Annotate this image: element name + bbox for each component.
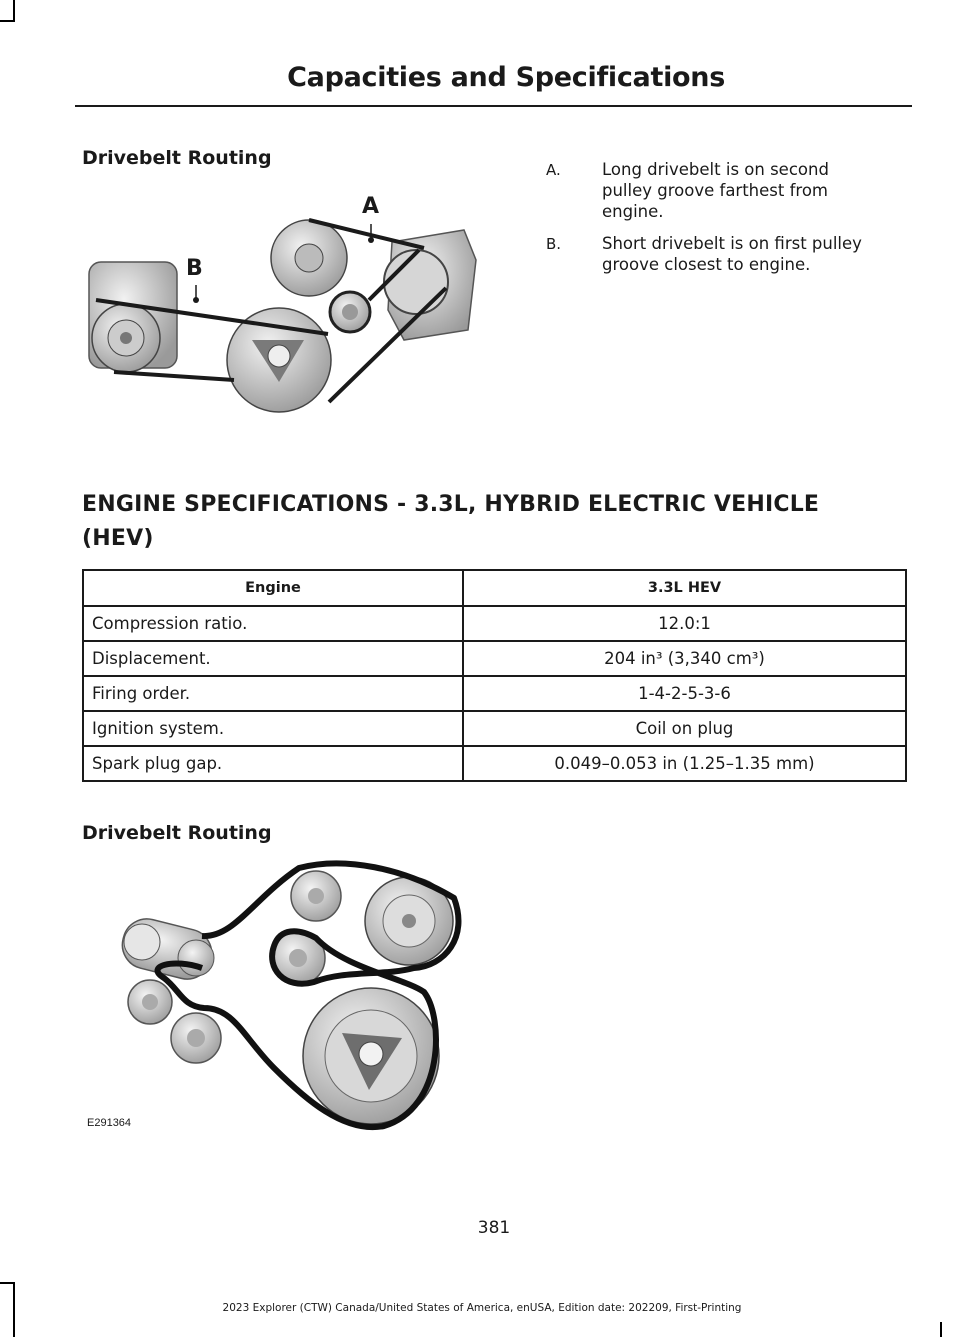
engine-specifications-heading [82,488,902,556]
table-header-row [83,570,906,606]
table-row [83,641,906,676]
crop-mark [940,1322,942,1337]
heading-line: ENGINE SPECIFICATIONS - 3.3L, HYBRID ELECTRIC VEHICLE [82,492,820,517]
crop-mark [13,0,15,22]
page-footer: 2023 Explorer (CTW) Canada/United States of America, enUSA, Edition date: 202209, First-Printing [222,1302,742,1314]
table-row [83,711,906,746]
spec-label: Compression ratio. [83,606,463,641]
header-divider [75,105,912,107]
heading-line: (HEV) [82,526,154,551]
spec-label: Spark plug gap. [83,746,463,781]
callout-label-b: B [186,256,203,281]
crop-mark [0,20,15,22]
spec-value: 1-4-2-5-3-6 [463,676,906,711]
crop-mark [0,1282,15,1284]
spec-label: Firing order. [83,676,463,711]
callout-b-line: groove closest to engine. [602,255,811,274]
callout-b-letter: B. [546,235,562,253]
table-row [83,606,906,641]
table-row [83,676,906,711]
table-row [83,746,906,781]
callout-a-line: engine. [602,202,664,221]
callout-a-letter: A. [546,161,561,179]
spec-value: 12.0:1 [463,606,906,641]
drivebelt-diagram-hev [84,858,484,1134]
drivebelt-routing-heading-2: Drivebelt Routing [82,822,272,844]
spec-value: 0.049–0.053 in (1.25–1.35 mm) [463,746,906,781]
spec-value: 204 in³ (3,340 cm³) [463,641,906,676]
page-header-title: Capacities and Specifications [287,62,725,93]
drivebelt-diagram-hybrid [84,190,504,422]
callout-a-line: pulley groove farthest from [602,181,828,200]
callout-b-line: Short drivebelt is on first pulley [602,234,862,253]
spec-value: Coil on plug [463,711,906,746]
drivebelt-routing-heading: Drivebelt Routing [82,147,272,169]
page-number: 381 [477,1218,511,1238]
spec-label: Displacement. [83,641,463,676]
column-header: Engine [83,570,463,606]
callout-a-text [602,159,829,222]
spec-label: Ignition system. [83,711,463,746]
callout-b-text [602,233,862,275]
engine-spec-table [82,569,907,782]
figure-code: E291364 [87,1117,132,1129]
callout-a-line: Long drivebelt is on second [602,160,829,179]
callout-label-a: A [362,194,380,219]
column-header: 3.3L HEV [463,570,906,606]
